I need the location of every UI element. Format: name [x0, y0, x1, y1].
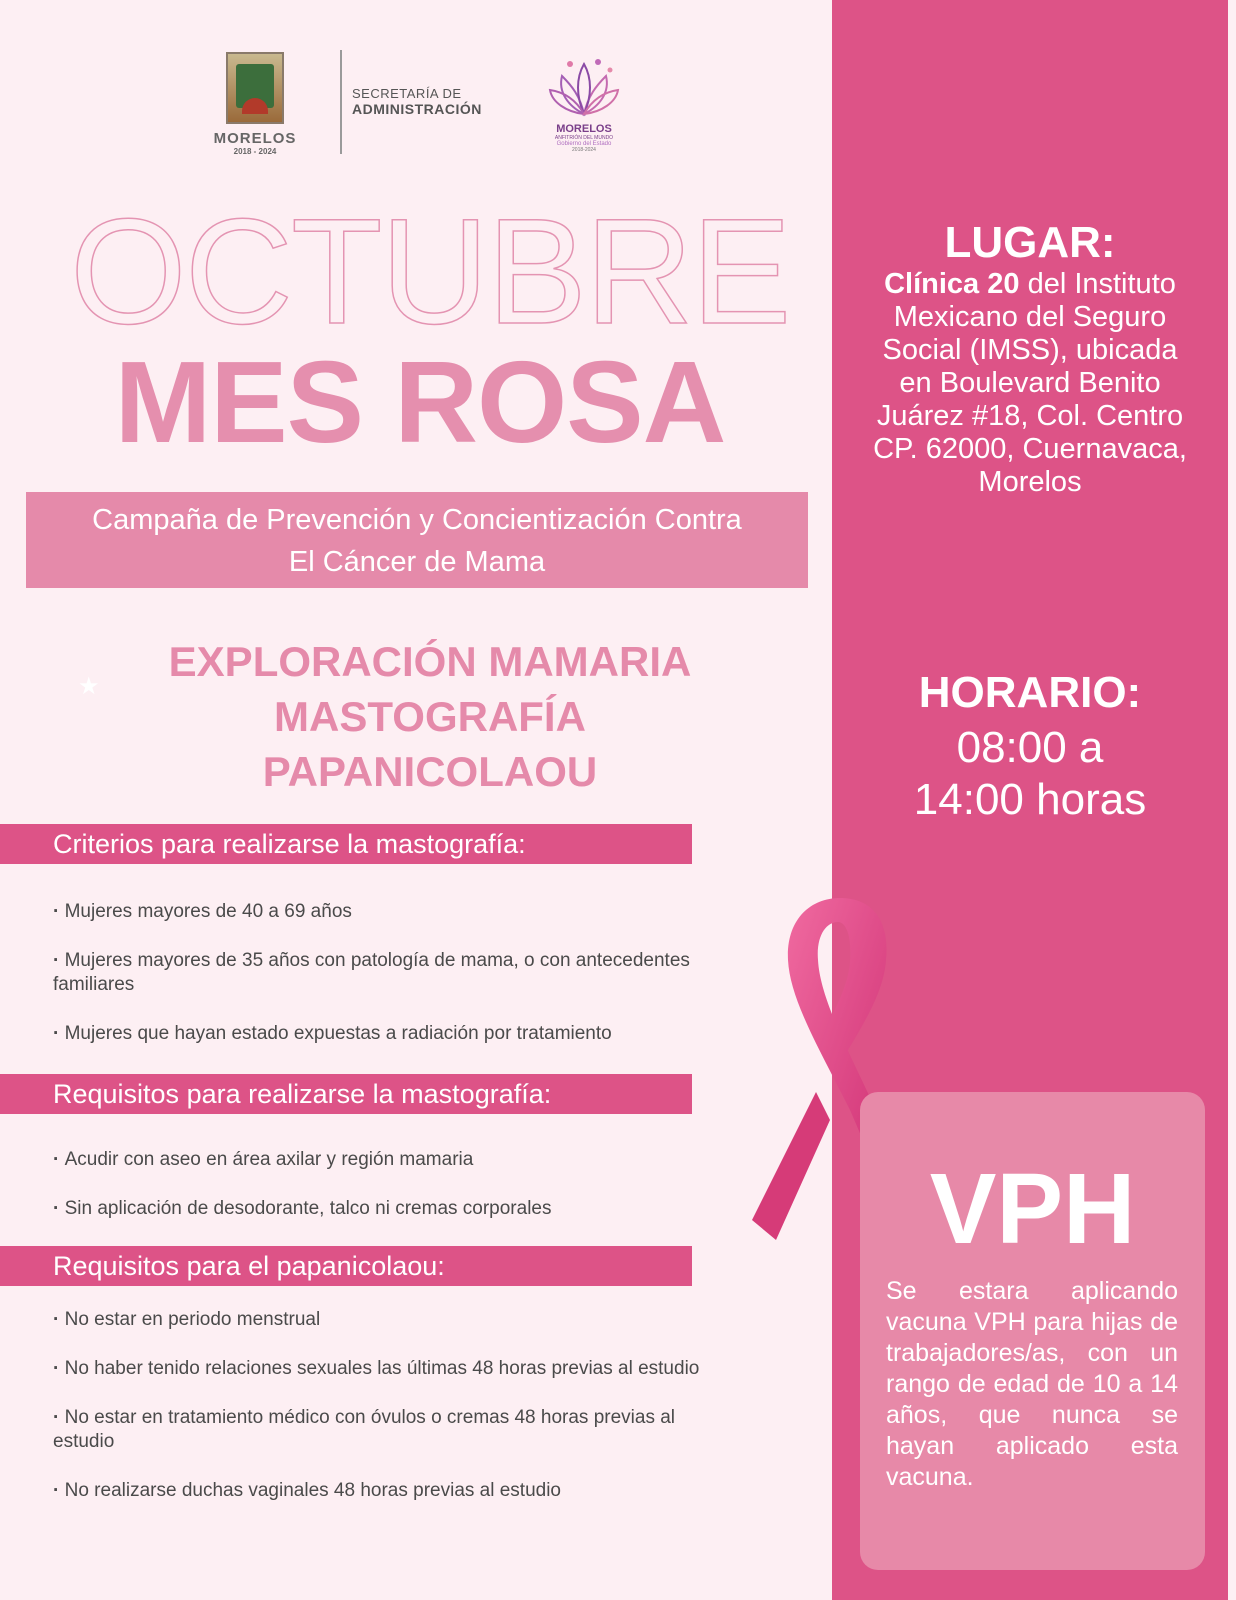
requisitos-mastografia-heading: Requisitos para realizarse la mastografía: — [0, 1074, 692, 1114]
coat-of-arms-icon — [226, 52, 284, 124]
star-icon: ★ — [78, 673, 100, 700]
lugar-heading: LUGAR: — [944, 218, 1116, 267]
list-item: · No realizarse duchas vaginales 48 horas previas al estudio — [53, 1479, 733, 1503]
list-item: · Mujeres que hayan estado expuestas a radiación por tratamiento — [53, 1022, 733, 1046]
title-octubre: OCTUBRE — [70, 187, 790, 355]
state-logo-years: 2018 - 2024 — [233, 147, 277, 156]
requisitos-papanicolaou-heading: Requisitos para el papanicolaou: — [0, 1246, 692, 1286]
criterios-list — [53, 900, 733, 1071]
requisitos-papanicolaou-list — [53, 1308, 733, 1528]
vph-title: VPH — [929, 1153, 1136, 1265]
list-item: · Mujeres mayores de 35 años con patología de mama, o con antecedentes familiares — [53, 949, 733, 997]
vph-text: Se estara aplicando vacuna VPH para hijas de trabajadores/as, con un rango de edad de 10 a 14 años, que nunca se hayan aplicado esta vacuna. — [886, 1277, 1178, 1491]
horario-heading: HORARIO: — [918, 668, 1142, 717]
gobierno-morelos-logo — [540, 56, 628, 153]
secretaria-logo — [352, 86, 522, 117]
criterios-heading: Criterios para realizarse la mastografía: — [0, 824, 692, 864]
list-item: · No estar en periodo menstrual — [53, 1308, 733, 1332]
exam-item: PAPANICOLAOU — [262, 748, 598, 795]
list-item: · No estar en tratamiento médico con óvulos o cremas 48 horas previas al estudio — [53, 1406, 733, 1454]
campaign-line2: El Cáncer de Mama — [288, 546, 546, 578]
list-item: · No haber tenido relaciones sexuales las últimas 48 horas previas al estudio — [53, 1357, 733, 1381]
exams-list — [90, 634, 770, 799]
clinic-address: del Instituto Mexicano del Seguro Social (IMSS), ubicada en Boulevard Benito Juárez #18, Col. Centro CP. 62000, Cuernavaca, Morelos — [873, 268, 1187, 498]
exam-item: MASTOGRAFÍA — [274, 693, 586, 740]
campaign-banner — [26, 492, 808, 588]
list-item: · Mujeres mayores de 40 a 69 años — [53, 900, 733, 924]
clinic-name: Clínica 20 — [884, 268, 1020, 300]
exam-item: EXPLORACIÓN MAMARIA — [168, 638, 692, 685]
secretaria-line2: ADMINISTRACIÓN — [352, 101, 482, 117]
gov-logo-tagline: ANFITRIÓN DEL MUNDO — [554, 135, 614, 141]
campaign-line1: Campaña de Prevención y Concientización Contra — [92, 504, 742, 536]
secretaria-line1: SECRETARÍA DE — [352, 86, 462, 101]
gov-logo-name: MORELOS — [556, 123, 612, 135]
gov-logo-sub: Gobierno del Estado — [556, 141, 612, 147]
horario-line2: 14:00 horas — [913, 775, 1147, 824]
logo-divider — [340, 50, 342, 154]
title-mes-rosa: MES ROSA — [114, 337, 726, 467]
requisitos-mastografia-list — [53, 1148, 733, 1246]
gov-logo-years: 2018-2024 — [572, 147, 596, 153]
state-logo-name: MORELOS — [213, 130, 297, 147]
morelos-state-logo — [205, 52, 305, 156]
right-edge — [1228, 0, 1236, 1600]
horario-times — [860, 722, 1200, 826]
horario-line1: 08:00 a — [956, 723, 1104, 772]
lotus-icon — [548, 56, 620, 118]
list-item: · Acudir con aseo en área axilar y región mamaria — [53, 1148, 733, 1172]
list-item: · Sin aplicación de desodorante, talco ni cremas corporales — [53, 1197, 733, 1221]
lugar-address — [872, 268, 1188, 499]
